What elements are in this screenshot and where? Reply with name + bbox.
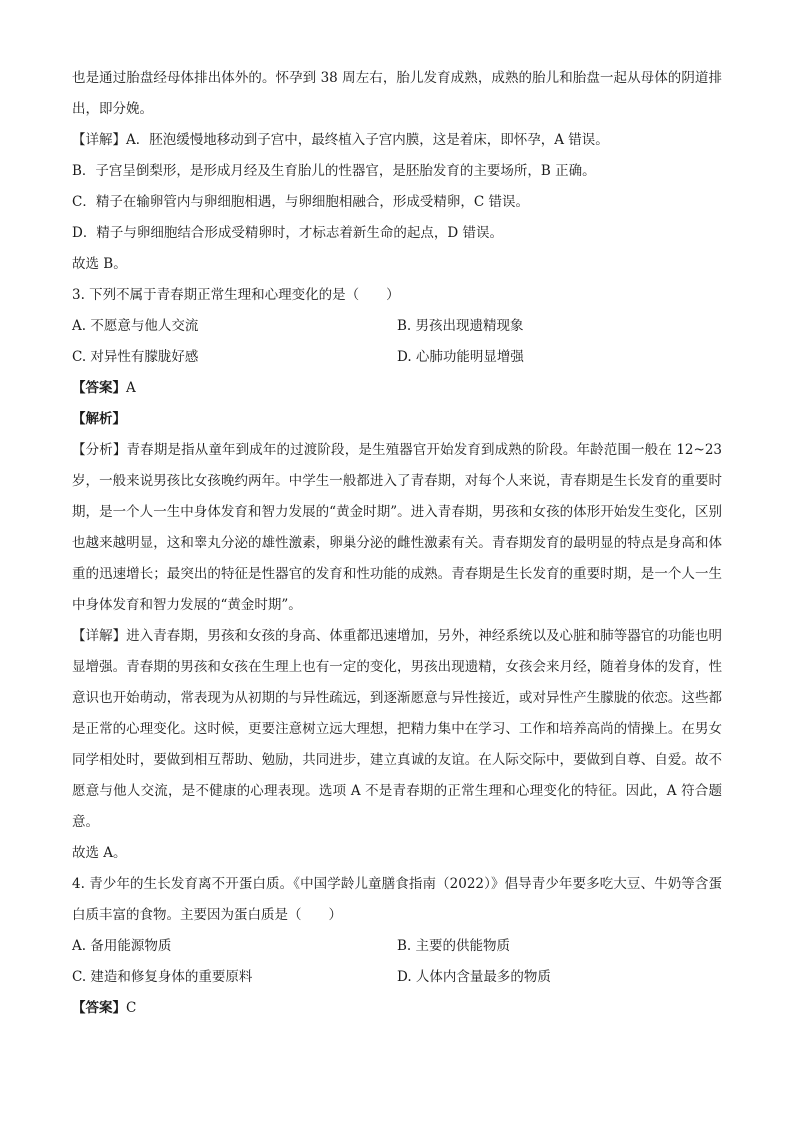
q3-answer-label: 【答案】 [72,380,126,396]
q3-analysis-text: 青春期是指从童年到成年的过渡阶段，是生殖器官开始发育到成熟的阶段。年龄范围一般在 12~23 岁，一般来说男孩比女孩晚约两年。中学生一般都进入了青春期，对每个人来说，青春期是生长发育的重要时期，是一个人一生中身体发育和智力发展的“黄金时期”。进入青春期，男孩和女孩的体形开始发生变化，区别也越来越明显，这和睾丸分泌的雄性激素，卵巢分泌的雌性激素有关。青春期发育的最明显的特点是身高和体重的迅速增长；最突出的特征是性器官的发育和性功能的成熟。青春期是生长发育的重要时期，是一个人一生中身体发育和智力发展的“黄金时期”。 [72,442,723,613]
q3-analysis-label: 【解析】 [72,411,126,427]
q2-detail-a [72,125,722,156]
q3-analysis [72,435,722,621]
q2-detail-c: C．精子在输卵管内与卵细胞相遇，与卵细胞相融合，形成受精卵，C 错误。 [72,194,529,210]
q3-detail [72,621,722,838]
q3-answer [72,373,722,404]
q3-conclusion: 故选 A。 [72,845,127,861]
q4-stem: 4. 青少年的生长发育离不开蛋白质。《中国学龄儿童膳食指南（2022）》倡导青少年要多吃大豆、牛奶等含蛋白质丰富的食物。主要因为蛋白质是（ ） [72,876,722,923]
q3-option-d: D. 心肺功能明显增强 [397,349,524,365]
q3-option-c: C. 对异性有朦胧好感 [72,349,199,365]
q4-option-a: A. 备用能源物质 [72,938,172,954]
q3-options-row-1 [72,311,722,342]
q4-option-c: C. 建造和修复身体的重要原料 [72,969,253,985]
q2-detail-d: D．精子与卵细胞结合形成受精卵时，才标志着新生命的起点，D 错误。 [72,225,503,241]
q2-detail-a-text: A．胚泡缓慢地移动到子宫中，最终植入子宫内膜，这是着床，即怀孕，A 错误。 [126,132,609,148]
q3-options-row-2 [72,342,722,373]
q3-answer-value: A [126,380,136,396]
q2-analysis-tail: 也是通过胎盘经母体排出体外的。怀孕到 38 周左右，胎儿发育成熟，成熟的胎儿和胎盘一起从母体的阴道排出，即分娩。 [72,70,722,117]
q4-answer-value: C [126,1000,137,1016]
q3-detail-tag: 【详解】 [72,628,127,644]
q4-option-b: B. 主要的供能物质 [397,938,511,954]
q4-options-row-1 [72,931,722,962]
q3-stem: 3. 下列不属于青春期正常生理和心理变化的是（ ） [72,287,400,303]
q4-option-d: D. 人体内含量最多的物质 [397,969,551,985]
q3-option-a: A. 不愿意与他人交流 [72,318,199,334]
q4-answer [72,993,722,1024]
q4-options-row-2 [72,962,722,993]
q2-conclusion: 故选 B。 [72,256,127,272]
q3-option-b: B. 男孩出现遗精现象 [397,318,524,334]
document-page [72,63,722,1024]
q4-answer-label: 【答案】 [72,1000,126,1016]
q2-detail-tag: 【详解】 [72,132,126,148]
q3-detail-text: 进入青春期，男孩和女孩的身高、体重都迅速增加，另外，神经系统以及心脏和肺等器官的功能也明显增强。青春期的男孩和女孩在生理上也有一定的变化，男孩出现遗精，女孩会来月经，随着身体的发育，性意识也开始萌动，常表现为从初期的与异性疏远，到逐渐愿意与异性接近，或对异性产生朦胧的依恋。这些都是正常的心理变化。这时候，更要注意树立远大理想，把精力集中在学习、工作和培养高尚的情操上。在男女同学相处时，要做到相互帮助、勉励，共同进步，建立真诚的友谊。在人际交际中，要做到自尊、自爱。故不愿意与他人交流，是不健康的心理表现。选项 A 不是青春期的正常生理和心理变化的特征。因此，A 符合题意。 [72,628,723,830]
q2-detail-b: B．子宫呈倒梨形，是形成月经及生育胎儿的性器官，是胚胎发育的主要场所，B 正确。 [72,163,596,179]
q3-analysis-tag: 【分析】 [72,442,127,458]
